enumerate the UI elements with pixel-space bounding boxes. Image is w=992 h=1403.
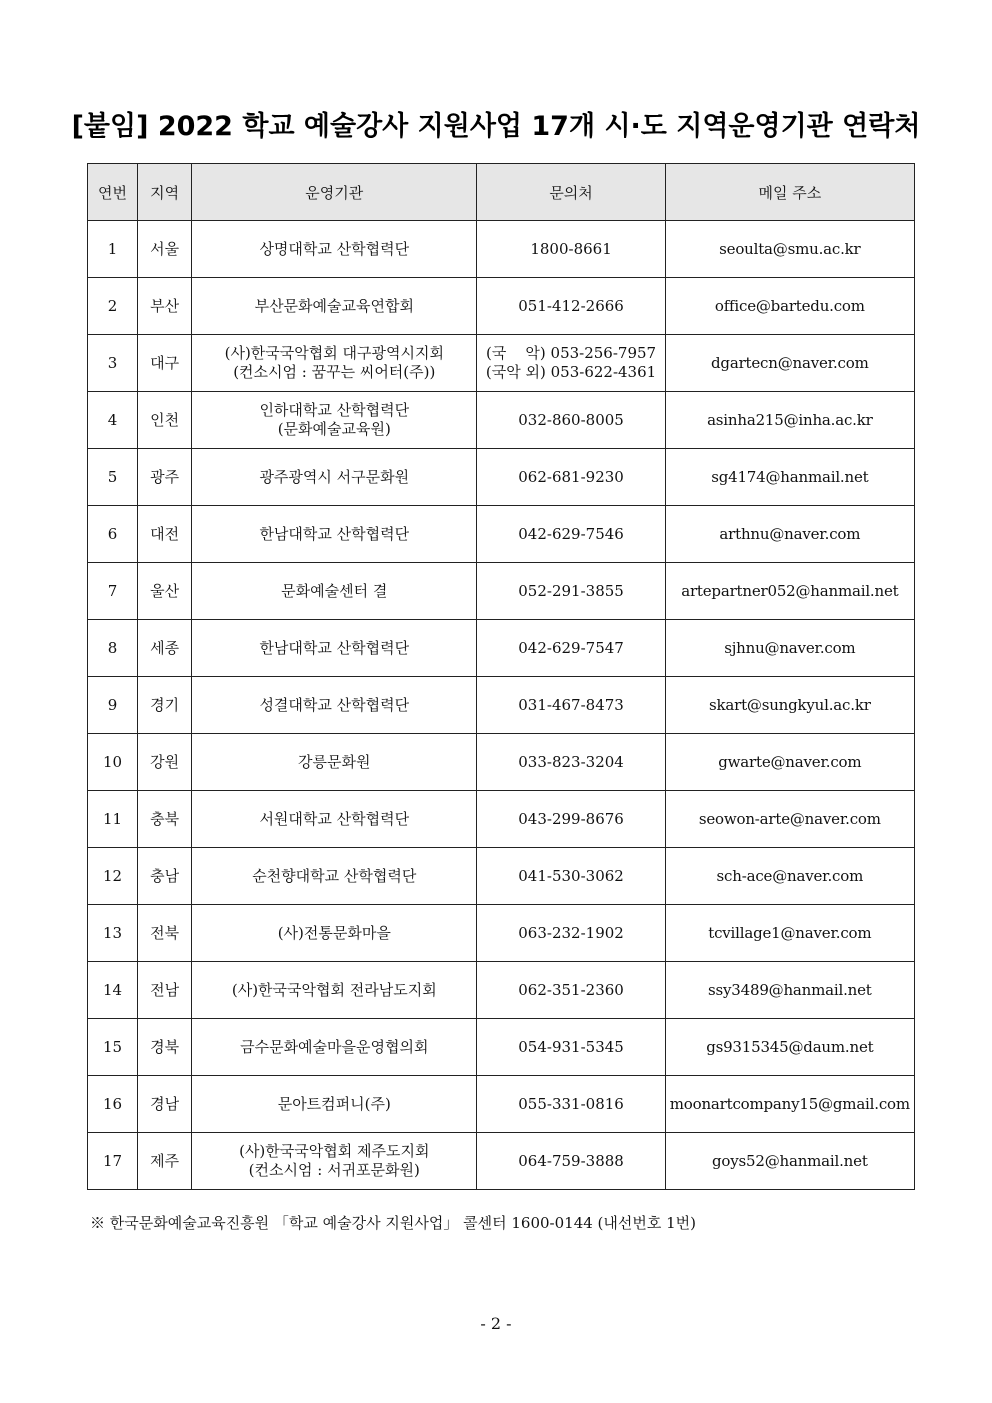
- org-line: (컨소시엄 : 꿈꾸는 씨어터(주)): [233, 363, 436, 381]
- cell-region: 전북: [138, 905, 192, 962]
- cell-contact: [477, 734, 665, 791]
- cell-org: [192, 905, 477, 962]
- org-line: (사)한국국악협회 전라남도지회: [231, 980, 437, 999]
- cell-email: goys52@hanmail.net: [665, 1133, 914, 1190]
- cell-no: 11: [88, 791, 138, 848]
- table-row: [88, 962, 915, 1019]
- org-line: 상명대학교 산학협력단: [259, 239, 410, 258]
- cell-no: 5: [88, 449, 138, 506]
- cell-email: gs9315345@daum.net: [665, 1019, 914, 1076]
- contact-line: 051-412-2666: [518, 296, 624, 315]
- cell-contact: [477, 677, 665, 734]
- contact-line: 042-629-7547: [518, 638, 624, 657]
- cell-contact: [477, 1019, 665, 1076]
- cell-org: [192, 506, 477, 563]
- cell-contact: [477, 848, 665, 905]
- cell-email: tcvillage1@naver.com: [665, 905, 914, 962]
- table-row: [88, 278, 915, 335]
- cell-email: sch-ace@naver.com: [665, 848, 914, 905]
- cell-contact: [477, 620, 665, 677]
- document-title: [붙임] 2022 학교 예술강사 지원사업 17개 시·도 지역운영기관 연락처: [71, 111, 921, 142]
- cell-org: [192, 449, 477, 506]
- table-row: [88, 392, 915, 449]
- cell-region: 부산: [138, 278, 192, 335]
- header-org: 운영기관: [192, 164, 477, 221]
- table-row: [88, 848, 915, 905]
- cell-contact: [477, 221, 665, 278]
- cell-region: 인천: [138, 392, 192, 449]
- cell-email: moonartcompany15@gmail.com: [665, 1076, 914, 1133]
- org-line: 금수문화예술마을운영협의회: [240, 1037, 429, 1056]
- org-line: 강릉문화원: [298, 752, 371, 771]
- cell-org: [192, 563, 477, 620]
- footnote: ※ 한국문화예술교육진흥원 「학교 예술강사 지원사업」 콜센터 1600-0144 (내선번호 1번): [90, 1214, 697, 1232]
- org-line: 문화예술센터 결: [281, 581, 388, 600]
- table-header-row: [88, 164, 915, 221]
- table-body: [88, 221, 915, 1190]
- cell-region: 강원: [138, 734, 192, 791]
- cell-no: 4: [88, 392, 138, 449]
- cell-no: 12: [88, 848, 138, 905]
- cell-no: 17: [88, 1133, 138, 1190]
- table-row: [88, 791, 915, 848]
- table-row: [88, 335, 915, 392]
- cell-no: 6: [88, 506, 138, 563]
- cell-contact: [477, 791, 665, 848]
- cell-no: 16: [88, 1076, 138, 1133]
- cell-email: asinha215@inha.ac.kr: [665, 392, 914, 449]
- cell-no: 15: [88, 1019, 138, 1076]
- org-line: (사)한국국악협회 대구광역시지회: [224, 344, 444, 362]
- contact-line: 062-681-9230: [518, 467, 624, 486]
- cell-email: sjhnu@naver.com: [665, 620, 914, 677]
- org-line: 한남대학교 산학협력단: [259, 524, 410, 543]
- cell-org: [192, 1076, 477, 1133]
- cell-region: 전남: [138, 962, 192, 1019]
- table-row: [88, 905, 915, 962]
- cell-region: 충북: [138, 791, 192, 848]
- cell-no: 13: [88, 905, 138, 962]
- cell-no: 10: [88, 734, 138, 791]
- org-line: 한남대학교 산학협력단: [259, 638, 410, 657]
- cell-contact: [477, 335, 665, 392]
- cell-contact: [477, 1076, 665, 1133]
- table-row: [88, 563, 915, 620]
- cell-email: arthnu@naver.com: [665, 506, 914, 563]
- cell-email: seowon-arte@naver.com: [665, 791, 914, 848]
- contact-line: 054-931-5345: [518, 1037, 624, 1056]
- contact-line: 032-860-8005: [518, 410, 624, 429]
- contact-line: (국악 외) 053-622-4361: [485, 363, 657, 381]
- org-line: 성결대학교 산학협력단: [259, 695, 410, 714]
- cell-region: 광주: [138, 449, 192, 506]
- cell-org: [192, 392, 477, 449]
- cell-contact: [477, 1133, 665, 1190]
- cell-contact: [477, 278, 665, 335]
- cell-region: 경북: [138, 1019, 192, 1076]
- cell-no: 14: [88, 962, 138, 1019]
- cell-contact: [477, 506, 665, 563]
- org-line: 인하대학교 산학협력단: [259, 401, 410, 419]
- cell-org: [192, 962, 477, 1019]
- cell-no: 3: [88, 335, 138, 392]
- table-row: [88, 221, 915, 278]
- cell-email: office@bartedu.com: [665, 278, 914, 335]
- cell-region: 제주: [138, 1133, 192, 1190]
- contact-line: 062-351-2360: [518, 980, 624, 999]
- org-line: 광주광역시 서구문화원: [259, 467, 410, 486]
- org-line: (문화예술교육원): [277, 420, 391, 438]
- cell-no: 9: [88, 677, 138, 734]
- cell-email: skart@sungkyul.ac.kr: [665, 677, 914, 734]
- cell-contact: [477, 392, 665, 449]
- cell-org: [192, 1133, 477, 1190]
- org-line: 서원대학교 산학협력단: [259, 809, 410, 828]
- header-contact: 문의처: [477, 164, 665, 221]
- cell-contact: [477, 905, 665, 962]
- cell-email: seoulta@smu.ac.kr: [665, 221, 914, 278]
- org-line: 순천향대학교 산학협력단: [252, 866, 417, 885]
- cell-contact: [477, 962, 665, 1019]
- header-email: 메일 주소: [665, 164, 914, 221]
- cell-org: [192, 791, 477, 848]
- cell-email: dgartecn@naver.com: [665, 335, 914, 392]
- cell-email: artepartner052@hanmail.net: [665, 563, 914, 620]
- cell-region: 서울: [138, 221, 192, 278]
- contact-line: 052-291-3855: [518, 581, 624, 600]
- cell-email: ssy3489@hanmail.net: [665, 962, 914, 1019]
- org-line: (사)한국국악협회 제주도지회: [239, 1142, 430, 1160]
- cell-org: [192, 335, 477, 392]
- cell-contact: [477, 449, 665, 506]
- org-line: 부산문화예술교육연합회: [254, 296, 414, 315]
- table-row: [88, 506, 915, 563]
- cell-region: 경남: [138, 1076, 192, 1133]
- org-line: (컨소시엄 : 서귀포문화원): [248, 1161, 420, 1179]
- cell-email: sg4174@hanmail.net: [665, 449, 914, 506]
- contact-line: 042-629-7546: [518, 524, 624, 543]
- table-row: [88, 1019, 915, 1076]
- contact-line: 064-759-3888: [518, 1151, 624, 1170]
- contact-line: 031-467-8473: [518, 695, 624, 714]
- table-row: [88, 1133, 915, 1190]
- cell-email: gwarte@naver.com: [665, 734, 914, 791]
- cell-org: [192, 221, 477, 278]
- cell-region: 세종: [138, 620, 192, 677]
- contact-line: 1800-8661: [530, 239, 612, 258]
- cell-org: [192, 734, 477, 791]
- cell-org: [192, 1019, 477, 1076]
- cell-org: [192, 278, 477, 335]
- table-row: [88, 620, 915, 677]
- contact-line: 033-823-3204: [518, 752, 624, 771]
- cell-org: [192, 677, 477, 734]
- cell-no: 1: [88, 221, 138, 278]
- page-number: - 2 -: [480, 1314, 512, 1333]
- cell-no: 7: [88, 563, 138, 620]
- contacts-table: [87, 163, 915, 1190]
- table-row: [88, 1076, 915, 1133]
- header-region: 지역: [138, 164, 192, 221]
- contact-line: 055-331-0816: [518, 1094, 624, 1113]
- cell-region: 울산: [138, 563, 192, 620]
- cell-no: 8: [88, 620, 138, 677]
- cell-contact: [477, 563, 665, 620]
- contact-line: 041-530-3062: [518, 866, 624, 885]
- contact-line: (국 악) 053-256-7957: [486, 344, 657, 362]
- cell-region: 경기: [138, 677, 192, 734]
- cell-org: [192, 848, 477, 905]
- cell-region: 대전: [138, 506, 192, 563]
- header-no: 연번: [88, 164, 138, 221]
- cell-region: 충남: [138, 848, 192, 905]
- cell-region: 대구: [138, 335, 192, 392]
- cell-no: 2: [88, 278, 138, 335]
- contact-line: 043-299-8676: [518, 809, 624, 828]
- table-row: [88, 734, 915, 791]
- org-line: (사)전통문화마을: [277, 923, 391, 942]
- table-row: [88, 677, 915, 734]
- cell-org: [192, 620, 477, 677]
- table-row: [88, 449, 915, 506]
- org-line: 문아트컴퍼니(주): [277, 1094, 391, 1113]
- contact-line: 063-232-1902: [518, 923, 624, 942]
